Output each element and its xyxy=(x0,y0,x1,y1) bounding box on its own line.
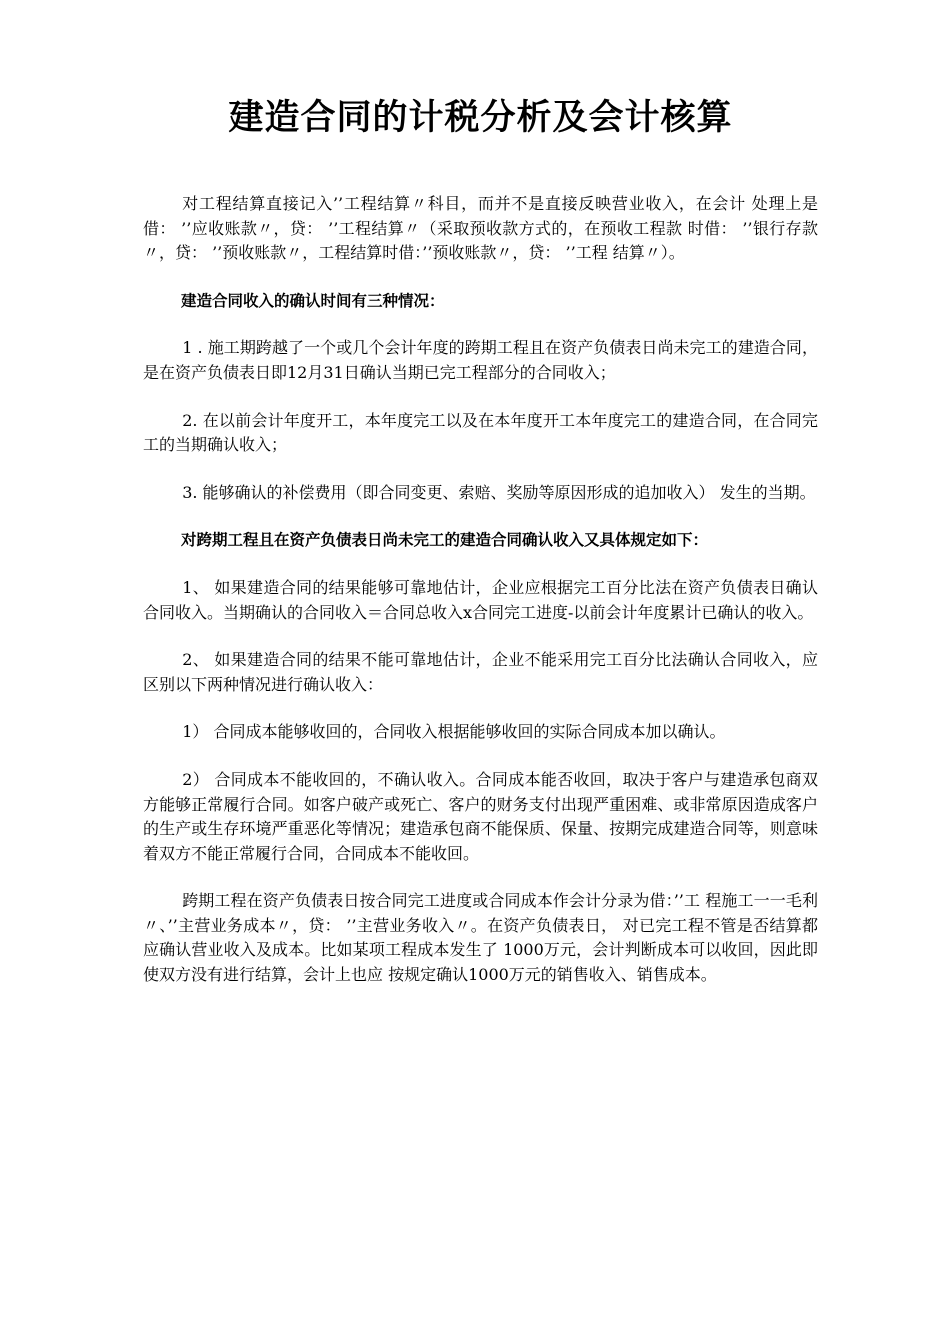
paragraph-case-3: 3. 能够确认的补偿费用（即合同变更、索赔、奖励等原因形成的追加收入） 发生的当期。 xyxy=(182,482,816,502)
document-body xyxy=(143,192,818,988)
paragraph-rule-2: 2、 如果建造合同的结果不能可靠地估计，企业不能采用完工百分比法确认合同收入，应区别以下两种情况进行确认收入： xyxy=(143,650,818,694)
section-heading-recognition-time: 建造合同收入的确认时间有三种情况： xyxy=(180,291,445,310)
paragraph-journal-entry: 跨期工程在资产负债表日按合同完工进度或合同成本作会计分录为借：’’工 程施工一一毛利〃、’’主营业务成本〃，贷： ’’主营业务收入〃。在资产负债表日， 对已完工程不管是否结算都应确认营业收入及成本。比如某项工程成本发生了 1000万元，会计判断成本可以收回，因此即使双方没有进行结算，会计上也应 按规定确认1000万元的销售收入、销售成本。 xyxy=(143,891,818,985)
document-page xyxy=(143,92,818,1011)
document-title: 建造合同的计税分析及会计核算 xyxy=(228,97,733,138)
paragraph-case-1: 1 . 施工期跨越了一个或几个会计年度的跨期工程且在资产负债表日尚未完工的建造合同，是在资产负债表日即12月31日确认当期已完工程部分的合同收入； xyxy=(143,338,818,382)
section-heading-cross-period: 对跨期工程且在资产负债表日尚未完工的建造合同确认收入又具体规定如下： xyxy=(180,531,708,550)
paragraph-1: 对工程结算直接记入’’工程结算〃科目，而并不是直接反映营业收入，在会计 处理上是借： ’’应收账款〃，贷： ’’工程结算〃（采取预收款方式的，在预收工程款 时借： ’’银行存款〃，贷： ’’预收账款〃，工程结算时借：’’预收账款〃，贷： ’’工程 结算〃）。 xyxy=(143,194,818,263)
paragraph-rule-1: 1、 如果建造合同的结果能够可靠地估计，企业应根据完工百分比法在资产负债表日确认合同收入。当期确认的合同收入＝合同总收入x合同完工进度-以前会计年度累计已确认的收入。 xyxy=(143,577,818,622)
paragraph-subrule-2: 2） 合同成本不能收回的，不确认收入。合同成本能否收回，取决于客户与建造承包商双方能够正常履行合同。如客户破产或死亡、客户的财务支付出现严重困难、或非常原因造成客户的生产或生存环境严重恶化等情况；建造承包商不能保质、保量、按期完成建造合同等，则意味着双方不能正常履行合同，合同成本不能收回。 xyxy=(143,769,818,863)
paragraph-case-2: 2. 在以前会计年度开工，本年度完工以及在本年度开工本年度完工的建造合同，在合同完工的当期确认收入； xyxy=(143,410,818,455)
paragraph-subrule-1: 1） 合同成本能够收回的，合同收入根据能够收回的实际合同成本加以确认。 xyxy=(182,722,726,742)
